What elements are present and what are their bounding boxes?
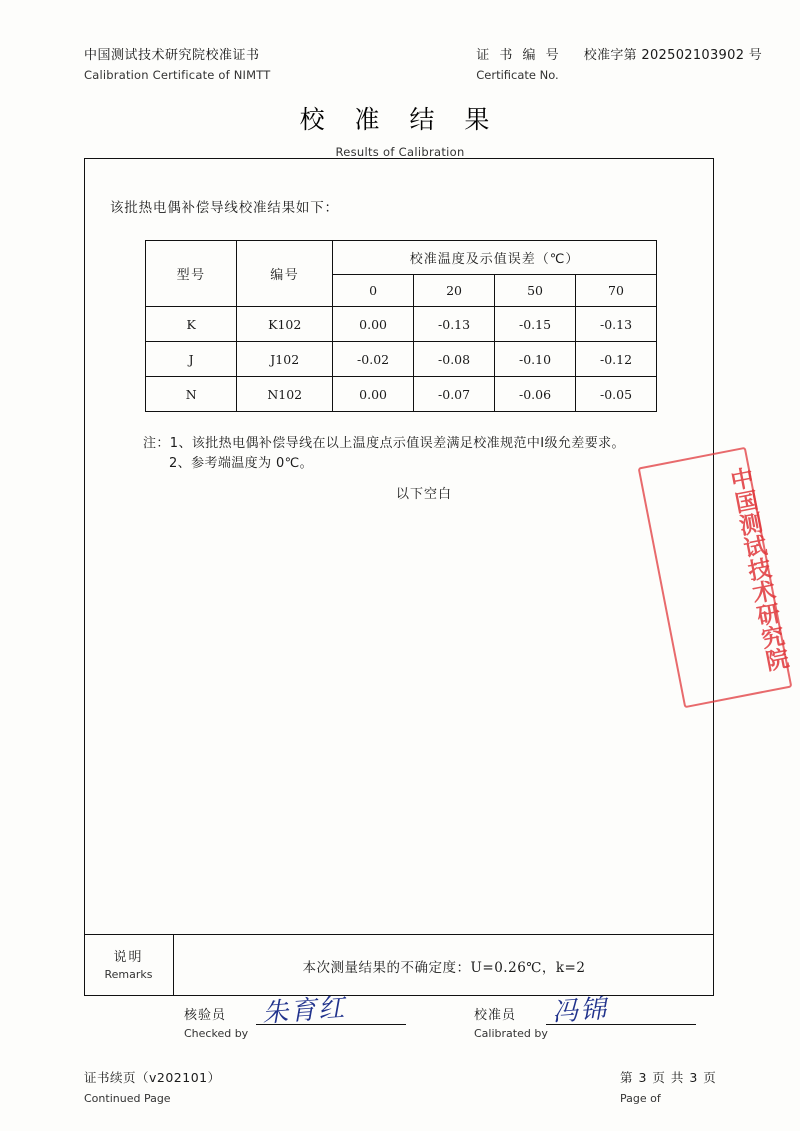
cell-value: -0.06: [495, 377, 576, 412]
column-header-serial: 编号: [237, 241, 333, 307]
cell-value: 0.00: [333, 377, 414, 412]
remarks-label: [84, 935, 174, 996]
checked-by-handwriting: 朱育红: [261, 993, 348, 1029]
column-header-temp-50: 50: [495, 275, 576, 307]
calibrated-by-underline: [546, 1024, 696, 1025]
certificate-number-block: [476, 44, 762, 82]
calibrated-by-label-cn: 校准员: [474, 1008, 517, 1023]
cell-value: -0.13: [576, 307, 657, 342]
cell-value: -0.05: [576, 377, 657, 412]
page-title-cn: 校 准 结 果: [299, 105, 501, 134]
cell-value: -0.12: [576, 342, 657, 377]
intro-text: 该批热电偶补偿导线校准结果如下：: [110, 200, 339, 216]
footer-right: [620, 1068, 717, 1105]
remarks-label-cn: 说明: [113, 949, 144, 965]
calibrated-by-label-en: Calibrated by: [474, 1027, 548, 1040]
issuer-block: [84, 44, 271, 82]
blank-below-text: 以下空白: [396, 487, 453, 502]
cell-value: -0.07: [414, 377, 495, 412]
checked-by-signature: [184, 993, 474, 1040]
cell-value: -0.15: [495, 307, 576, 342]
cell-model: J: [146, 342, 237, 377]
note-line-1: 注：1、该批热电偶补偿导线在以上温度点示值误差满足校准规范中Ⅰ级允差要求。: [143, 436, 625, 451]
footer-continued-cn: 证书续页（v202101）: [84, 1070, 221, 1085]
cell-value: -0.02: [333, 342, 414, 377]
page-title: [0, 100, 800, 159]
signature-area: [84, 993, 714, 1054]
cell-serial: J102: [237, 342, 333, 377]
table-row: [146, 377, 657, 412]
table-header-row: [146, 241, 657, 275]
table-row: [146, 342, 657, 377]
issuer-name-en: Calibration Certificate of NIMTT: [84, 68, 271, 82]
cell-value: -0.10: [495, 342, 576, 377]
footer-page-cn: 第 3 页 共 3 页: [620, 1070, 717, 1085]
cell-model: K: [146, 307, 237, 342]
footer-left: [84, 1068, 221, 1105]
page-header: [84, 44, 762, 82]
notes-block: [143, 434, 625, 474]
column-header-temp-70: 70: [576, 275, 657, 307]
stamp-text: 中国测试技术研究院: [724, 464, 791, 673]
footer-continued-en: Continued Page: [84, 1092, 171, 1105]
column-header-temp-0: 0: [333, 275, 414, 307]
issuer-name-cn: 中国测试技术研究院校准证书: [84, 48, 260, 63]
column-header-model: 型号: [146, 241, 237, 307]
cell-value: -0.08: [414, 342, 495, 377]
certificate-number-value: 校准字第 202502103902 号: [583, 48, 762, 63]
checked-by-underline: [256, 1024, 406, 1025]
certificate-number-label-en: Certificate No.: [476, 68, 559, 82]
calibrated-by-handwriting: 冯锦: [551, 994, 610, 1028]
cell-value: 0.00: [333, 307, 414, 342]
column-header-temp-20: 20: [414, 275, 495, 307]
footer-page-en: Page of: [620, 1092, 661, 1105]
checked-by-label-cn: 核验员: [184, 1008, 227, 1023]
cell-serial: N102: [237, 377, 333, 412]
note-line-2: 2、参考端温度为 0℃。: [169, 456, 314, 472]
column-header-temperature-span: 校准温度及示值误差（℃）: [333, 241, 657, 275]
calibrated-by-signature: [474, 994, 764, 1040]
page-title-en: Results of Calibration: [335, 145, 465, 159]
remarks-value: 本次测量结果的不确定度：U=0.26℃，k=2: [302, 959, 586, 976]
checked-by-label-en: Checked by: [184, 1027, 249, 1040]
remarks-row: [84, 934, 714, 996]
cell-serial: K102: [237, 307, 333, 342]
table-row: [146, 307, 657, 342]
certificate-number-label-cn: 证 书 编 号: [476, 48, 562, 63]
cell-model: N: [146, 377, 237, 412]
remarks-label-en: Remarks: [104, 968, 153, 981]
results-table: [145, 240, 657, 412]
cell-value: -0.13: [414, 307, 495, 342]
